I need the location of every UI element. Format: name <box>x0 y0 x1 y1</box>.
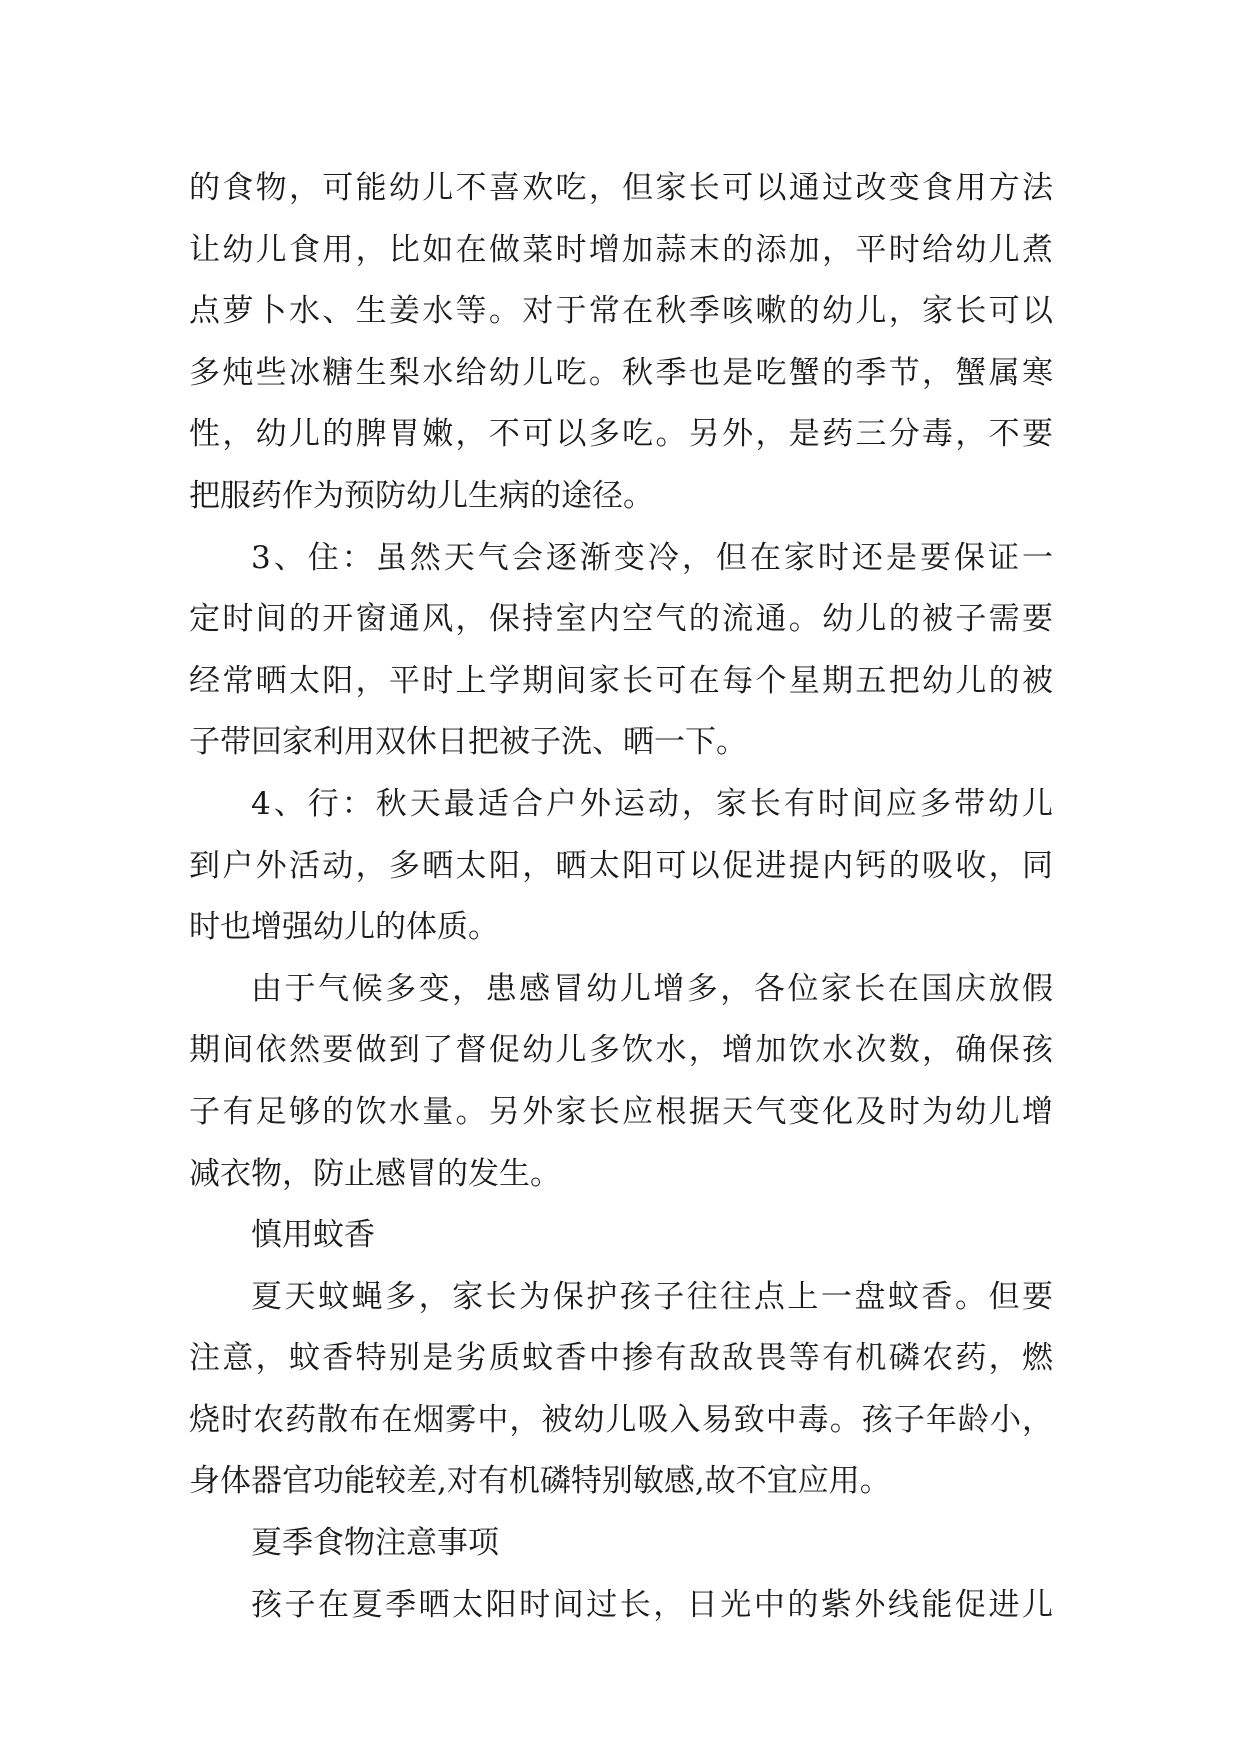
section-heading: 慎用蚊香 <box>251 1217 375 1254</box>
text-line: 把服药作为预防幼儿生病的途径。 <box>189 477 654 514</box>
text-line: 4、行：秋天最适合户外运动，家长有时间应多带幼儿 <box>251 785 1053 822</box>
text-line: 经常晒太阳，平时上学期间家长可在每个星期五把幼儿的被 <box>189 662 1053 699</box>
text-line: 多炖些冰糖生梨水给幼儿吃。秋季也是吃蟹的季节，蟹属寒 <box>189 354 1053 391</box>
text-line: 到户外活动，多晒太阳，晒太阳可以促进提内钙的吸收，同 <box>189 847 1053 884</box>
text-line: 点萝卜水、生姜水等。对于常在秋季咳嗽的幼儿，家长可以 <box>189 293 1053 330</box>
text-line: 子带回家利用双休日把被子洗、晒一下。 <box>189 724 747 761</box>
text-line: 期间依然要做到了督促幼儿多饮水，增加饮水次数，确保孩 <box>189 1032 1053 1069</box>
text-line: 孩子在夏季晒太阳时间过长，日光中的紫外线能促进儿 <box>251 1586 1053 1623</box>
text-line: 烧时农药散布在烟雾中，被幼儿吸入易致中毒。孩子年龄小， <box>189 1401 1053 1438</box>
text-line: 身体器官功能较差,对有机磷特别敏感,故不宜应用。 <box>189 1463 891 1500</box>
text-line: 子有足够的饮水量。另外家长应根据天气变化及时为幼儿增 <box>189 1093 1053 1130</box>
text-line: 的食物，可能幼儿不喜欢吃，但家长可以通过改变食用方法 <box>189 170 1053 206</box>
text-line: 减衣物，防止感冒的发生。 <box>189 1155 561 1192</box>
text-line: 由于气候多变，患感冒幼儿增多，各位家长在国庆放假 <box>251 970 1053 1007</box>
text-line: 时也增强幼儿的体质。 <box>189 909 499 946</box>
text-line: 性，幼儿的脾胃嫩，不可以多吃。另外，是药三分毒，不要 <box>189 416 1053 453</box>
text-line: 3、住：虽然天气会逐渐变冷，但在家时还是要保证一 <box>251 539 1053 576</box>
document-body <box>189 158 1053 1636</box>
text-line: 定时间的开窗通风，保持室内空气的流通。幼儿的被子需要 <box>189 601 1053 638</box>
text-line: 让幼儿食用，比如在做菜时增加蒜末的添加，平时给幼儿煮 <box>189 231 1053 268</box>
section-heading: 夏季食物注意事项 <box>251 1525 499 1562</box>
text-line: 夏天蚊蝇多，家长为保护孩子往往点上一盘蚊香。但要 <box>251 1278 1053 1315</box>
text-line: 注意，蚊香特别是劣质蚊香中掺有敌敌畏等有机磷农药，燃 <box>189 1340 1053 1377</box>
